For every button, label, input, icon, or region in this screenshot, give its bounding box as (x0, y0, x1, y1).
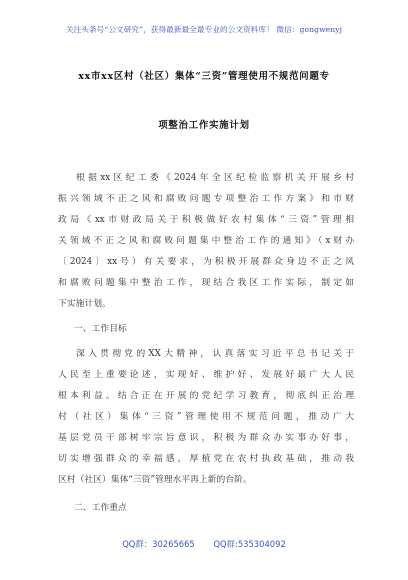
document-title-line-1: xx市xx区村（社区）集体“三资”管理使用不规范问题专 (78, 71, 330, 82)
intro-line: 振兴领域不正之风和腐败问题专项整治工作方案》和市财 (58, 194, 354, 204)
intro-line: 〔2024〕xx号）有关要求，为积极开展群众身边不正之风 (58, 257, 354, 267)
footer-qq-group-1: QQ群：30265665 (122, 539, 195, 549)
section-heading-goals: 一、工作目标 (74, 324, 127, 334)
intro-paragraph (58, 168, 354, 315)
intro-line: 下实施计划。 (58, 299, 111, 309)
goals-line: 根本利益。结合正在开展的党纪学习教育，彻底纠正治理 (58, 391, 354, 401)
goals-line: 切实增强群众的幸福感，厚植党在农村执政基础，推动我 (58, 454, 354, 464)
intro-line: 政局《xx市财政局关于积极做好农村集体“三资”管理相 (58, 215, 354, 225)
footer-qq-group-2: QQ群:535304092 (213, 539, 286, 549)
goals-line: 村（社区）集体“三资”管理使用不规范问题，推动广大 (58, 412, 354, 422)
document-title-line-2: 项整治工作实施计划 (158, 120, 250, 131)
section-heading-focus: 二、工作重点 (74, 503, 127, 513)
footer-contact (0, 538, 408, 550)
intro-line: 根据xx区纪工委《2024年全区纪检监察机关开展乡村 (76, 173, 354, 183)
goals-line: 区村（社区）集体“三资”管理水平再上新的台阶。 (58, 475, 252, 485)
goals-line: 基层党员干部树牢宗旨意识，积极为群众办实事办好事， (58, 433, 354, 443)
intro-line: 和腐败问题集中整治工作，现结合我区工作实际，制定如 (58, 278, 354, 288)
intro-line: 关领域不正之风和腐败问题集中整治工作的通知》（x财办 (58, 236, 354, 246)
goals-line: 深入贯彻党的XX大精神，认真落实习近平总书记关于 (76, 349, 354, 359)
goals-line: 人民至上重要论述，实现好、维护好、发展好最广大人民 (58, 370, 354, 380)
header-promo-note: 关注头条号“公文研究”，获得最新最全最专业的公文资料库！ 微信：gongwenyj (65, 25, 343, 34)
goals-paragraph (58, 344, 354, 491)
